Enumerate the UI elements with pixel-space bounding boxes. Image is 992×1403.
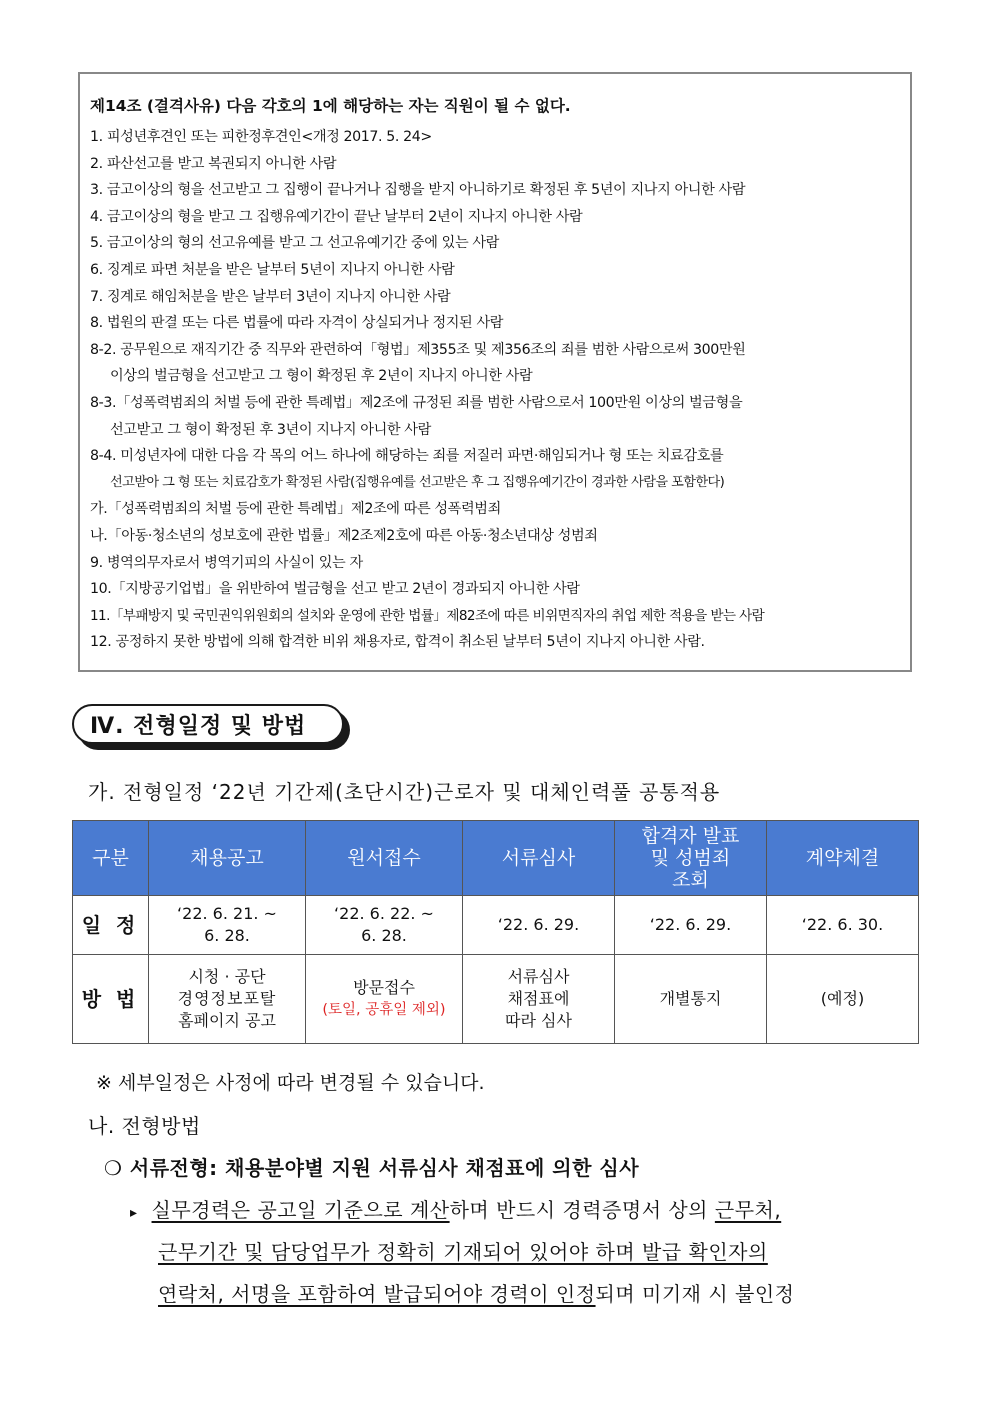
schedule-table (72, 820, 919, 1044)
cell-line: 채점표에 (507, 989, 570, 1008)
table-cell (306, 896, 463, 955)
plain-text: 되며 미기재 시 불인정 (595, 1282, 795, 1306)
section-header (72, 704, 352, 750)
table-cell: 개별통지 (615, 955, 767, 1044)
cell-line: 경영정보포탈 (177, 989, 277, 1008)
list-item: 가.「성폭력범죄의 처벌 등에 관한 특례법」제2조에 따른 성폭력범죄 (90, 501, 501, 518)
table-header-line: 합격자 발표 (641, 825, 740, 847)
table-header (615, 821, 767, 896)
list-item: 7. 징계로 해임처분을 받은 날부터 3년이 지나지 아니한 사람 (90, 288, 451, 305)
list-item: 2. 파산선고를 받고 복권되지 아니한 사람 (90, 155, 337, 172)
bullet-line-1 (130, 1194, 781, 1223)
cell-line-note: (토일, 공휴일 제외) (322, 1002, 446, 1018)
underlined-text: 근무처, (714, 1198, 782, 1222)
list-item: 8-4. 미성년자에 대한 다음 각 목의 어느 하나에 해당하는 죄를 저질러 파면·해임되거나 형 또는 치료감호를 (90, 448, 724, 465)
list-item: 8-2. 공무원으로 재직기간 중 직무와 관련하여「형법」제355조 및 제356조의 죄를 범한 사람으로써 300만원 (90, 341, 746, 358)
disqualification-title: 제14조 (결격사유) 다음 각호의 1에 해당하는 자는 직원이 될 수 없다. (90, 97, 571, 115)
document-screening-item: ❍ 서류전형: 채용분야별 지원 서류심사 채점표에 의한 심사 (104, 1156, 640, 1180)
cell-line: 방문접수 (353, 978, 415, 997)
disqualification-box (78, 72, 912, 672)
table-cell: ‘22. 6. 29. (615, 896, 767, 955)
cell-line: 6. 28. (204, 926, 250, 945)
list-item: 9. 병역의무자로서 병역기피의 사실이 있는 자 (90, 554, 363, 571)
plain-text: 하며 반드시 경력증명서 상의 (449, 1198, 715, 1222)
cell-line: ‘22. 6. 22. ~ (334, 904, 434, 923)
underlined-text: 실무경력은 공고일 기준으로 계산 (151, 1198, 450, 1222)
table-header: 계약체결 (767, 821, 919, 896)
schedule-heading: 가. 전형일정 ‘22년 기간제(초단시간)근로자 및 대체인력풀 공통적용 (88, 780, 721, 804)
bullet-line-2 (158, 1236, 768, 1265)
underlined-text: 근무기간 및 담당업무가 정확히 기재되어 있어야 하며 발급 확인자의 (158, 1240, 768, 1264)
cell-line: 6. 28. (361, 926, 407, 945)
underlined-text: 연락처, 서명을 포함하여 발급되어야 경력이 인정 (158, 1282, 596, 1306)
list-item: 12. 공정하지 못한 방법에 의해 합격한 비위 채용자로, 합격이 취소된 날부터 5년이 지나지 아니한 사람. (90, 634, 705, 651)
table-header: 서류심사 (463, 821, 615, 896)
triangle-bullet-icon: ▸ (130, 1205, 138, 1221)
list-item: 10.「지방공기업법」을 위반하여 벌금형을 선고 받고 2년이 경과되지 아니한 사람 (90, 581, 580, 598)
list-item: 나.「아동·청소년의 성보호에 관한 법률」제2조제2호에 따른 아동·청소년대상 성범죄 (90, 527, 598, 544)
table-row (73, 955, 919, 1044)
row-label: 일 정 (73, 896, 149, 955)
list-item-continuation: 선고받고 그 형이 확정된 후 3년이 지나지 아니한 사람 (110, 421, 431, 438)
cell-line: 서류심사 (507, 967, 570, 986)
row-label: 방 법 (73, 955, 149, 1044)
table-cell (149, 955, 306, 1044)
list-item: 8-3.「성폭력범죄의 처벌 등에 관한 특례법」제2조에 규정된 죄를 범한 사람으로서 100만원 이상의 벌금형을 (90, 394, 743, 411)
table-header-line: 조회 (672, 869, 709, 891)
section-title: Ⅳ. 전형일정 및 방법 (72, 704, 344, 744)
cell-line: 따라 심사 (505, 1011, 572, 1030)
table-header-line: 및 성범죄 (650, 847, 731, 869)
table-cell: (예정) (767, 955, 919, 1044)
list-item-continuation: 이상의 벌금형을 선고받고 그 형이 확정된 후 2년이 지나지 아니한 사람 (110, 368, 533, 385)
cell-line: 홈페이지 공고 (178, 1011, 276, 1030)
list-item: 6. 징계로 파면 처분을 받은 날부터 5년이 지나지 아니한 사람 (90, 261, 455, 278)
table-header: 구분 (73, 821, 149, 896)
schedule-note: ※ 세부일정은 사정에 따라 변경될 수 있습니다. (96, 1072, 485, 1094)
cell-line: 시청 · 공단 (188, 967, 266, 986)
table-cell (149, 896, 306, 955)
list-item: 1. 피성년후견인 또는 피한정후견인<개정 2017. 5. 24> (90, 129, 432, 145)
table-cell: ‘22. 6. 29. (463, 896, 615, 955)
method-heading: 나. 전형방법 (88, 1114, 201, 1138)
list-item: 4. 금고이상의 형을 받고 그 집행유예기간이 끝난 날부터 2년이 지나지 아니한 사람 (90, 208, 583, 225)
list-item: 5. 금고이상의 형의 선고유예를 받고 그 선고유예기간 중에 있는 사람 (90, 235, 499, 252)
table-cell (463, 955, 615, 1044)
list-item: 8. 법원의 판결 또는 다른 법률에 따라 자격이 상실되거나 정지된 사람 (90, 315, 504, 332)
bullet-line-3 (158, 1278, 795, 1307)
table-header: 채용공고 (149, 821, 306, 896)
table-cell (306, 955, 463, 1044)
list-item: 3. 금고이상의 형을 선고받고 그 집행이 끝나거나 집행을 받지 아니하기로 확정된 후 5년이 지나지 아니한 사람 (90, 182, 746, 199)
cell-line: ‘22. 6. 21. ~ (177, 904, 277, 923)
table-row (73, 896, 919, 955)
table-cell: ‘22. 6. 30. (767, 896, 919, 955)
list-item-continuation: 선고받아 그 형 또는 치료감호가 확정된 사람(집행유예를 선고받은 후 그 집행유예기간이 경과한 사람을 포함한다) (110, 474, 725, 490)
list-item: 11.「부패방지 및 국민권익위원회의 설치와 운영에 관한 법률」제82조에 따른 비위면직자의 취업 제한 적용을 받는 사람 (90, 607, 765, 624)
table-header: 원서접수 (306, 821, 463, 896)
